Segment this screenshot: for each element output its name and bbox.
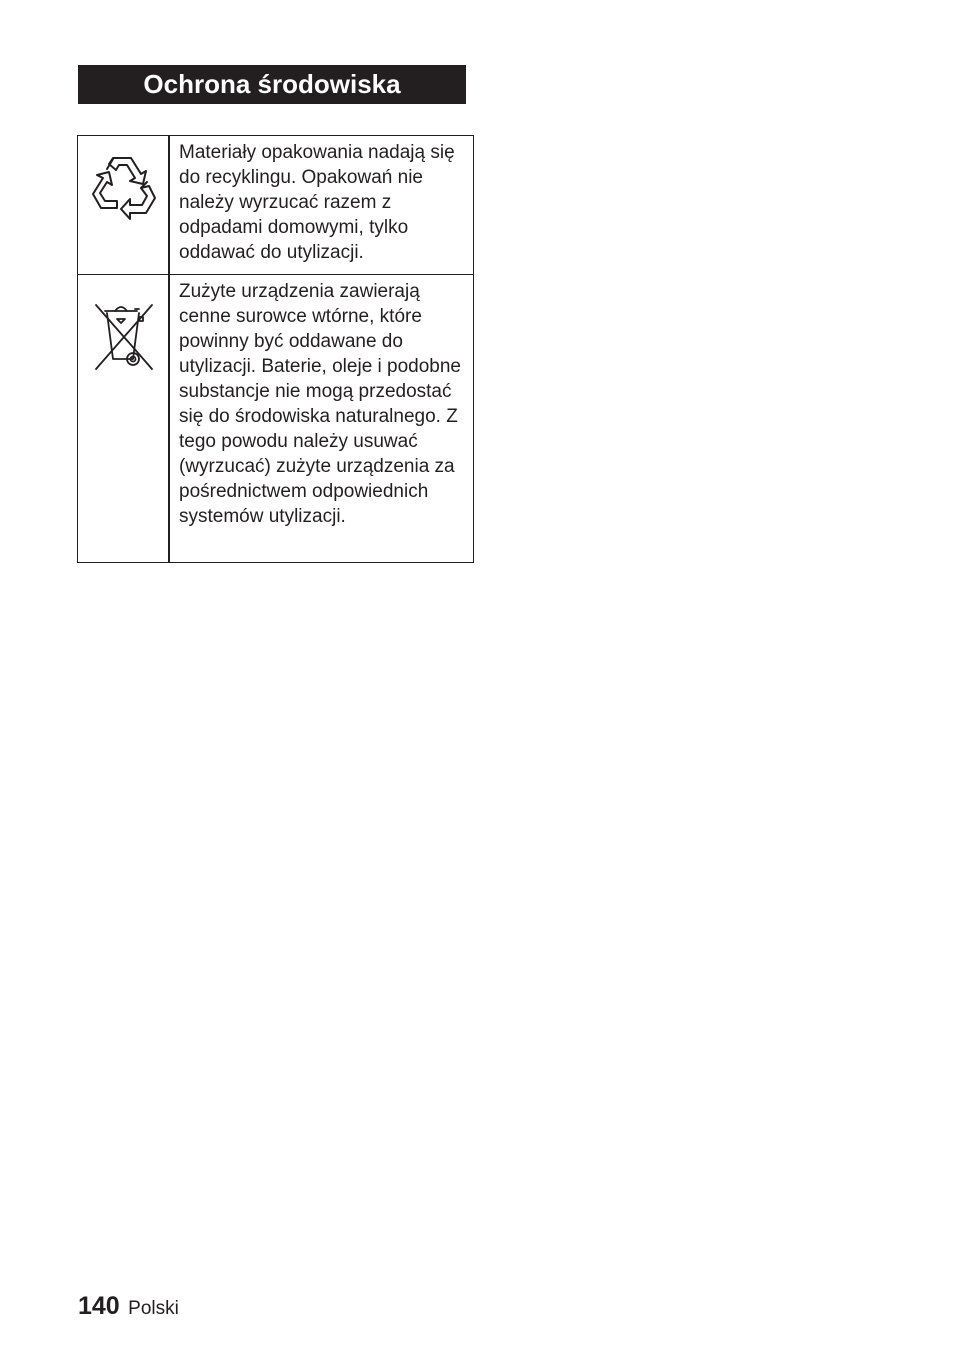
recycling-text: Materiały opakowania nadają się do recyklingu. Opakowań nie należy wyrzucać razem z odpadami domowymi, tylko oddawać do utylizacji.	[169, 136, 474, 275]
environment-table	[77, 135, 474, 563]
page-footer	[78, 1290, 179, 1322]
page-number: 140	[78, 1292, 120, 1320]
disposal-text: Zużyte urządzenia zawierają cenne surowce wtórne, które powinny być oddawane do utylizacji. Baterie, oleje i podobne substancje nie mogą przedostać się do środowiska naturalnego. Z tego powodu należy usuwać (wyrzucać) zużyte urządzenia za pośrednictwem odpowiednich systemów utylizacji.	[169, 275, 474, 563]
crossed-out-bin-icon	[83, 295, 163, 375]
page-language: Polski	[128, 1298, 179, 1319]
section-heading: Ochrona środowiska	[78, 65, 466, 104]
recycling-icon	[83, 150, 163, 230]
icon-cell	[78, 136, 170, 275]
table-row	[78, 275, 474, 563]
table-row	[78, 136, 474, 275]
icon-cell	[78, 275, 170, 563]
